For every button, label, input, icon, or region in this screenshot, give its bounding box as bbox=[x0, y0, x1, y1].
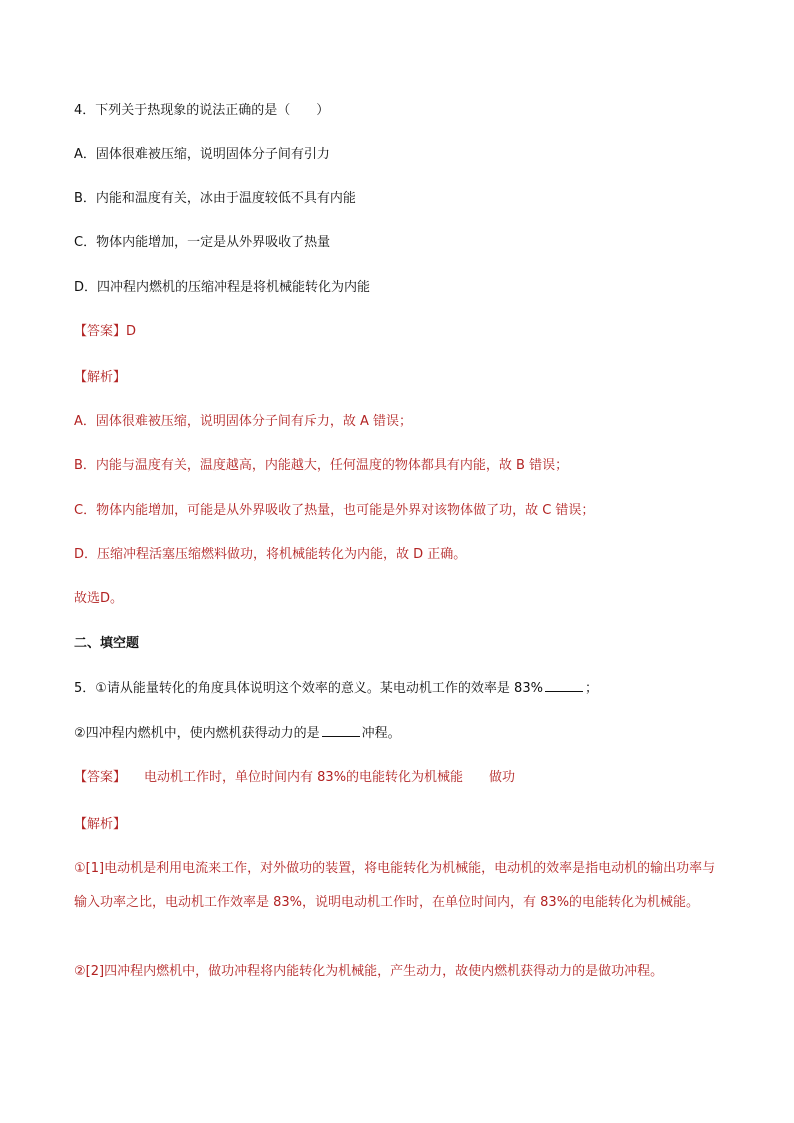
section-heading-fill-in: 二、填空题 bbox=[74, 636, 140, 651]
q4-analysis-c: C．物体内能增加，可能是从外界吸收了热量，也可能是外界对该物体做了功，故 C 错误； bbox=[74, 503, 595, 518]
q5-blank-1 bbox=[545, 679, 583, 692]
q4-conclusion-suffix: 。 bbox=[110, 591, 124, 606]
question-5-line-1 bbox=[74, 679, 598, 699]
q5-line2-text: ②四冲程内燃机中，使内燃机获得动力的是 bbox=[74, 726, 320, 741]
question-4-stem: 4．下列关于热现象的说法正确的是（ ） bbox=[74, 103, 330, 118]
q4-option-d: D．四冲程内燃机的压缩冲程是将机械能转化为内能 bbox=[74, 280, 371, 295]
q5-analysis-paragraph-1: ①[1]电动机是利用电流来工作，对外做功的装置，将电能转化为机械能，电动机的效率是指电动机的输出功率与输入功率之比，电动机工作效率是 83%，说明电动机工作时，在单位时间内，有 83%的电能转化为机械能。 bbox=[74, 861, 716, 910]
q4-conclusion bbox=[74, 589, 123, 609]
q5-answer bbox=[74, 768, 515, 788]
q4-answer bbox=[74, 322, 136, 342]
question-5-line-2 bbox=[74, 724, 401, 744]
q4-option-b: B．内能和温度有关，冰由于温度较低不具有内能 bbox=[74, 191, 356, 206]
q4-conclusion-prefix: 故选 bbox=[74, 591, 101, 606]
q4-analysis-b: B．内能与温度有关，温度越高，内能越大，任何温度的物体都具有内能，故 B 错误； bbox=[74, 458, 569, 473]
q5-line1-text: 5．①请从能量转化的角度具体说明这个效率的意义。某电动机工作的效率是 83% bbox=[74, 681, 543, 696]
q5-analysis-label: 【解析】 bbox=[74, 817, 127, 832]
q4-analysis-a: A．固体很难被压缩，说明固体分子间有斥力，故 A 错误； bbox=[74, 414, 413, 429]
q4-answer-value: D bbox=[126, 324, 137, 339]
q5-line2-end: 冲程。 bbox=[361, 726, 401, 741]
q4-answer-label: 【答案】 bbox=[74, 324, 127, 339]
q5-analysis-paragraph-2: ②[2]四冲程内燃机中，做功冲程将内能转化为机械能，产生动力，故使内燃机获得动力的是做功冲程。 bbox=[74, 964, 664, 979]
q5-blank-2 bbox=[322, 724, 360, 737]
q5-line1-end: ； bbox=[584, 681, 598, 696]
q4-analysis-d: D．压缩冲程活塞压缩燃料做功，将机械能转化为内能，故 D 正确。 bbox=[74, 547, 467, 562]
q4-conclusion-value: D bbox=[100, 591, 111, 606]
q5-answer-label: 【答案】 bbox=[74, 770, 127, 785]
q5-answer-part2: 做功 bbox=[489, 770, 516, 785]
q5-answer-part1: 电动机工作时，单位时间内有 83%的电能转化为机械能 bbox=[144, 770, 464, 785]
q4-option-c: C．物体内能增加，一定是从外界吸收了热量 bbox=[74, 235, 331, 250]
q4-analysis-label: 【解析】 bbox=[74, 370, 127, 385]
q4-option-a: A．固体很难被压缩，说明固体分子间有引力 bbox=[74, 147, 330, 162]
